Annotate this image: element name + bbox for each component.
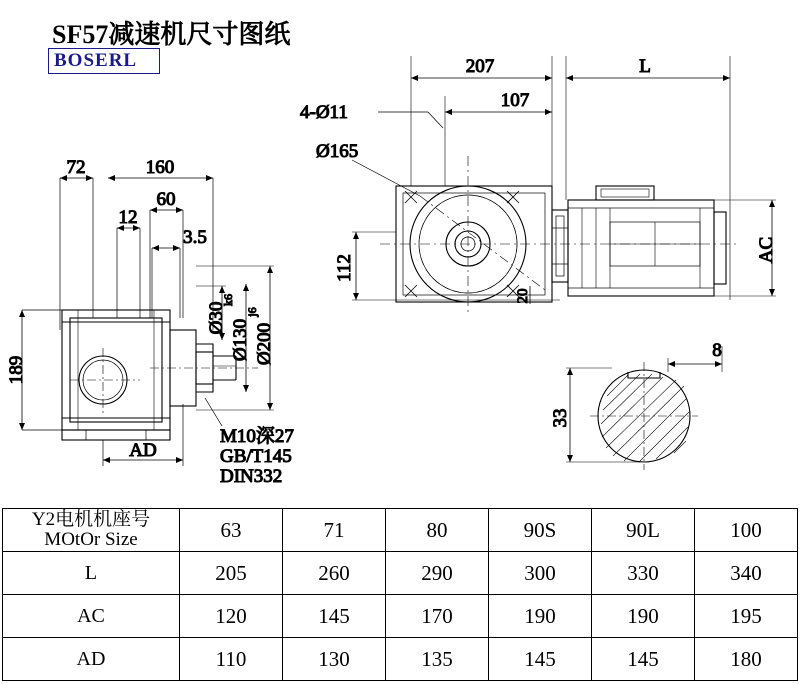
cell: 130 [283, 638, 386, 681]
cell: 71 [283, 509, 386, 552]
row-label-ad: AD [3, 638, 180, 681]
cell: 180 [695, 638, 798, 681]
svg-text:M10深27: M10深27 [220, 426, 294, 447]
svg-text:AD: AD [129, 440, 157, 461]
svg-text:Ø165: Ø165 [316, 141, 359, 162]
svg-text:Ø130: Ø130 [230, 318, 251, 362]
page-title: SF57减速机尺寸图纸 [52, 20, 291, 49]
svg-text:DIN332: DIN332 [220, 466, 283, 487]
cell: 120 [180, 595, 283, 638]
specification-table [2, 508, 798, 681]
svg-text:20: 20 [515, 288, 531, 304]
table-row [3, 595, 798, 638]
cell: 300 [489, 552, 592, 595]
cell: 205 [180, 552, 283, 595]
svg-text:72: 72 [66, 157, 86, 178]
svg-text:160: 160 [145, 157, 175, 178]
cell: 330 [592, 552, 695, 595]
table-row [3, 509, 798, 552]
svg-text:4-Ø11: 4-Ø11 [300, 102, 348, 123]
brand-logo: BOSERL [54, 50, 138, 71]
cell: 110 [180, 638, 283, 681]
cell: 170 [386, 595, 489, 638]
cell: 340 [695, 552, 798, 595]
svg-text:AC: AC [756, 236, 777, 264]
cell: 190 [592, 595, 695, 638]
cell: 145 [489, 638, 592, 681]
cell: 260 [283, 552, 386, 595]
cell: 195 [695, 595, 798, 638]
svg-text:Ø30: Ø30 [206, 301, 227, 335]
svg-text:k6: k6 [221, 294, 235, 306]
svg-text:12: 12 [118, 207, 138, 228]
svg-text:189: 189 [6, 355, 27, 385]
table-row [3, 552, 798, 595]
svg-text:GB/T145: GB/T145 [220, 446, 292, 467]
cell: 135 [386, 638, 489, 681]
table-row [3, 638, 798, 681]
svg-text:Ø200: Ø200 [254, 322, 275, 366]
svg-text:33: 33 [550, 408, 571, 428]
cell: 145 [592, 638, 695, 681]
cell: 290 [386, 552, 489, 595]
cell: 80 [386, 509, 489, 552]
cell: 145 [283, 595, 386, 638]
row-label-ac: AC [3, 595, 180, 638]
cell: 90S [489, 509, 592, 552]
svg-text:L: L [639, 56, 651, 77]
row-label-l: L [3, 552, 180, 595]
svg-text:8: 8 [712, 340, 722, 361]
svg-text:207: 207 [465, 56, 495, 77]
svg-text:j6: j6 [245, 307, 259, 317]
cell: 90L [592, 509, 695, 552]
svg-text:112: 112 [334, 254, 355, 282]
row-label-motor-size: Y2电机机座号 MOtOr Size [3, 509, 180, 552]
cell: 100 [695, 509, 798, 552]
svg-text:107: 107 [500, 90, 530, 111]
svg-text:3.5: 3.5 [183, 227, 207, 248]
cell: 63 [180, 509, 283, 552]
cell: 190 [489, 595, 592, 638]
svg-text:60: 60 [156, 189, 176, 210]
